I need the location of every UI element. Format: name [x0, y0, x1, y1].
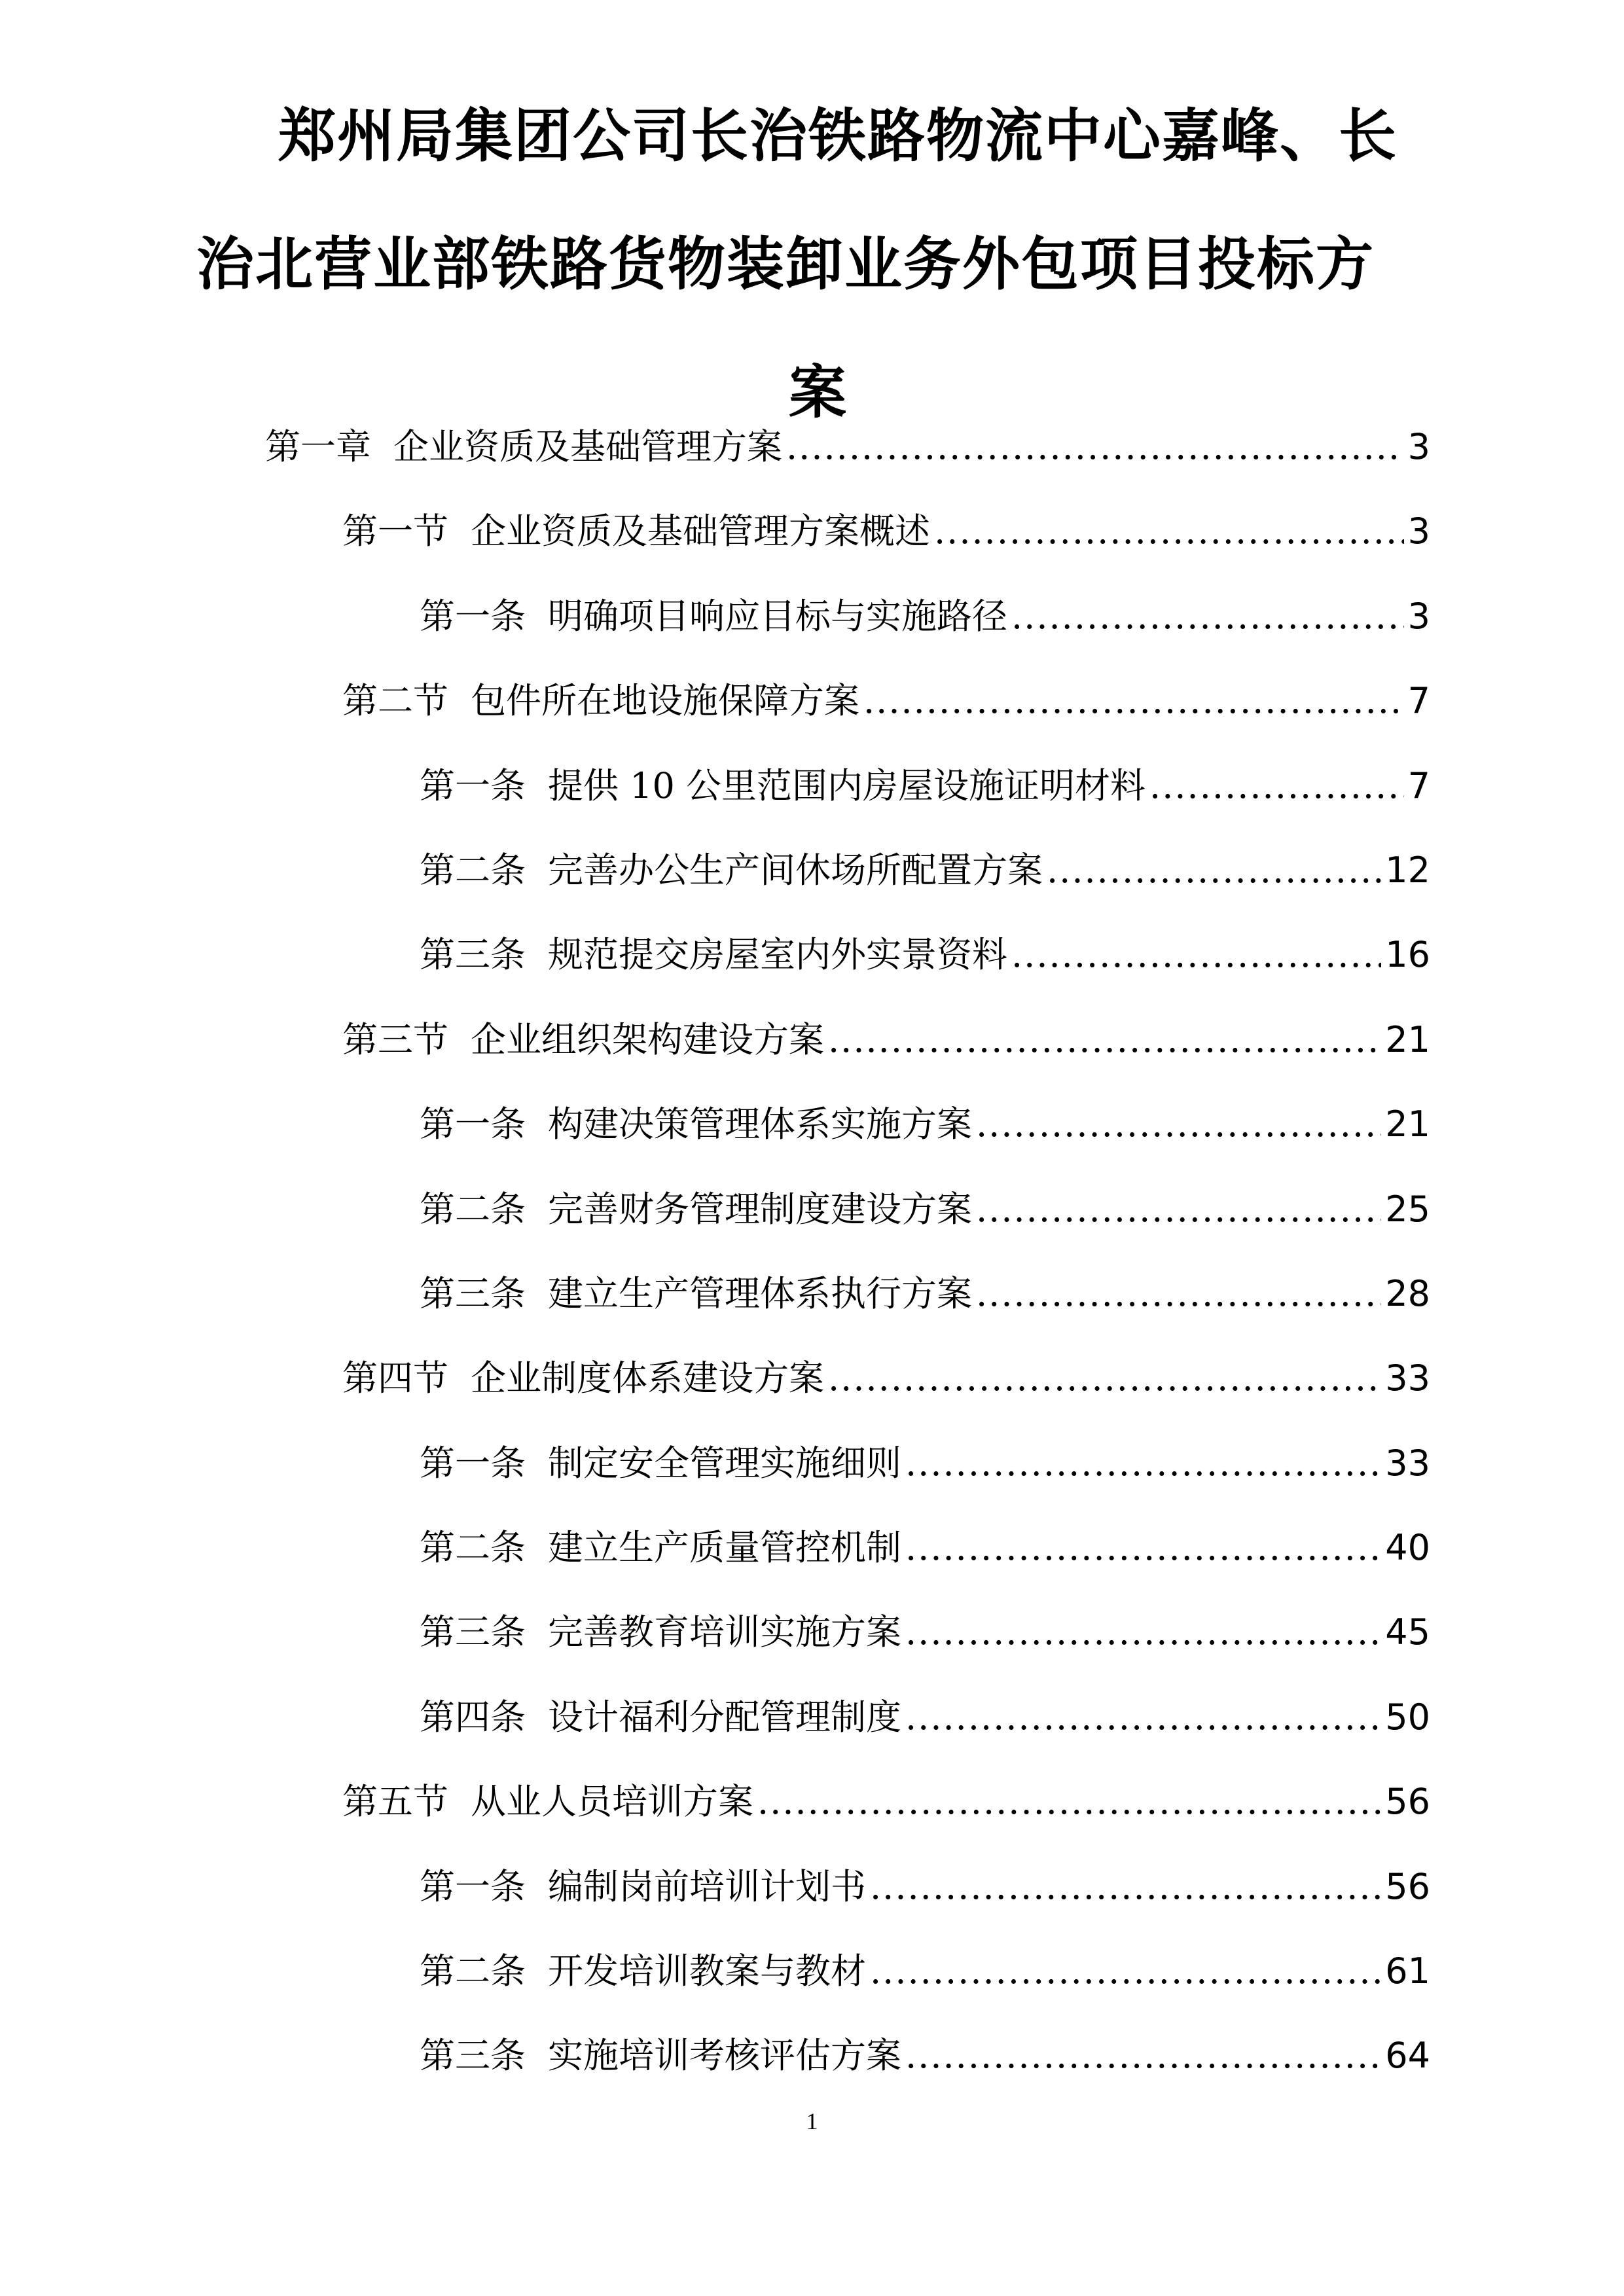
toc-entry-label: 第一条 — [420, 595, 526, 637]
title-line-3: 案 — [788, 359, 848, 426]
title-line-1: 郑州局集团公司长治铁路物流中心嘉峰、长 — [278, 102, 1398, 170]
toc-entry-text: 完善教育培训实施方案 — [548, 1611, 901, 1653]
toc-entry-text: 编制岗前培训计划书 — [548, 1865, 866, 1907]
toc-entry[interactable] — [265, 758, 1430, 842]
toc-leader-dots — [976, 1103, 1381, 1145]
toc-leader-dots — [976, 1273, 1381, 1314]
toc-entry-label: 第一章 — [265, 426, 371, 467]
toc-leader-dots — [976, 1189, 1381, 1230]
toc-leader-dots — [1149, 765, 1404, 806]
toc-entry-page: 21 — [1385, 1103, 1430, 1145]
toc-entry-page: 7 — [1407, 764, 1430, 806]
toc-entry-text: 包件所在地设施保障方案 — [471, 680, 859, 722]
toc-entry-label: 第一节 — [342, 511, 448, 552]
toc-leader-dots — [1047, 850, 1381, 891]
toc-leader-dots — [870, 1866, 1381, 1907]
toc-leader-dots — [905, 1527, 1381, 1568]
toc-entry-page: 33 — [1385, 1442, 1430, 1484]
toc-entry-page: 28 — [1385, 1272, 1430, 1314]
toc-entry-page: 21 — [1385, 1018, 1430, 1060]
toc-entry-label: 第三条 — [420, 1611, 526, 1653]
toc-leader-dots — [905, 1443, 1381, 1484]
toc-entry[interactable] — [265, 1012, 1430, 1096]
toc-entry-page: 61 — [1385, 1950, 1430, 1992]
toc-entry[interactable] — [265, 1774, 1430, 1858]
toc-entry-label: 第一条 — [420, 1442, 526, 1484]
table-of-contents — [265, 419, 1430, 2113]
toc-entry[interactable] — [265, 927, 1430, 1011]
toc-entry-label: 第三节 — [342, 1018, 448, 1060]
toc-leader-dots — [786, 426, 1404, 467]
toc-entry-label: 第二条 — [420, 1527, 526, 1569]
toc-entry-text: 实施培训考核评估方案 — [548, 2035, 901, 2077]
toc-entry-label: 第二条 — [420, 1188, 526, 1230]
toc-leader-dots — [905, 1696, 1381, 1738]
toc-entry[interactable] — [265, 673, 1430, 757]
toc-entry-text: 提供 10 公里范围内房屋设施证明材料 — [548, 764, 1146, 806]
toc-entry[interactable] — [265, 1266, 1430, 1350]
toc-entry-text: 完善财务管理制度建设方案 — [548, 1188, 972, 1230]
toc-entry[interactable] — [265, 503, 1430, 588]
toc-entry-label: 第四条 — [420, 1696, 526, 1738]
toc-entry-label: 第三条 — [420, 1272, 526, 1314]
toc-entry-label: 第二条 — [420, 1950, 526, 1992]
toc-leader-dots — [863, 680, 1404, 721]
toc-entry-page: 16 — [1385, 934, 1430, 976]
toc-entry[interactable] — [265, 1689, 1430, 1774]
toc-leader-dots — [1011, 934, 1381, 975]
toc-entry-text: 开发培训教案与教材 — [548, 1950, 866, 1992]
toc-entry[interactable] — [265, 842, 1430, 927]
toc-leader-dots — [828, 1357, 1381, 1399]
toc-entry-page: 12 — [1385, 849, 1430, 891]
toc-entry-text: 明确项目响应目标与实施路径 — [548, 595, 1007, 637]
toc-entry-page: 45 — [1385, 1611, 1430, 1653]
toc-entry[interactable] — [265, 1520, 1430, 1604]
toc-entry-page: 25 — [1385, 1188, 1430, 1230]
toc-entry[interactable] — [265, 1604, 1430, 1689]
toc-entry[interactable] — [265, 1096, 1430, 1181]
toc-entry-label: 第一条 — [420, 1865, 526, 1907]
toc-leader-dots — [934, 511, 1404, 552]
toc-entry-label: 第一条 — [420, 764, 526, 806]
toc-entry-page: 64 — [1385, 2035, 1430, 2077]
toc-entry-text: 企业资质及基础管理方案概述 — [471, 511, 930, 552]
toc-entry-label: 第三条 — [420, 2035, 526, 2077]
toc-entry-label: 第一条 — [420, 1103, 526, 1145]
toc-entry-text: 企业组织架构建设方案 — [471, 1018, 824, 1060]
toc-entry-text: 企业制度体系建设方案 — [471, 1357, 824, 1399]
toc-entry[interactable] — [265, 1943, 1430, 2028]
toc-entry-label: 第二条 — [420, 849, 526, 891]
toc-entry[interactable] — [265, 419, 1430, 503]
toc-entry-text: 制定安全管理实施细则 — [548, 1442, 901, 1484]
toc-entry[interactable] — [265, 1859, 1430, 1943]
toc-entry-label: 第三条 — [420, 934, 526, 976]
toc-entry-page: 56 — [1385, 1781, 1430, 1823]
toc-entry-page: 7 — [1407, 680, 1430, 722]
toc-entry[interactable] — [265, 1350, 1430, 1435]
toc-entry-page: 50 — [1385, 1696, 1430, 1738]
toc-entry-page: 3 — [1407, 426, 1430, 467]
toc-leader-dots — [905, 2035, 1381, 2076]
toc-entry[interactable] — [265, 1181, 1430, 1266]
toc-entry-label: 第五节 — [342, 1781, 448, 1823]
toc-entry-page: 3 — [1407, 511, 1430, 552]
toc-entry[interactable] — [265, 2028, 1430, 2112]
toc-entry-page: 3 — [1407, 595, 1430, 637]
toc-entry-text: 设计福利分配管理制度 — [548, 1696, 901, 1738]
toc-entry-text: 从业人员培训方案 — [471, 1781, 753, 1823]
toc-entry-page: 56 — [1385, 1865, 1430, 1907]
toc-leader-dots — [828, 1019, 1381, 1060]
page-number: 1 — [806, 2108, 818, 2134]
toc-entry-text: 规范提交房屋室内外实景资料 — [548, 934, 1007, 976]
toc-entry-page: 40 — [1385, 1527, 1430, 1569]
toc-entry-text: 完善办公生产间休场所配置方案 — [548, 849, 1043, 891]
toc-leader-dots — [757, 1781, 1381, 1822]
toc-entry-page: 33 — [1385, 1357, 1430, 1399]
toc-entry-text: 建立生产质量管控机制 — [548, 1527, 901, 1569]
title-line-2: 治北营业部铁路货物装卸业务外包项目投标方 — [196, 230, 1375, 298]
document-title — [196, 72, 1440, 457]
toc-entry-label: 第四节 — [342, 1357, 448, 1399]
toc-leader-dots — [905, 1611, 1381, 1653]
toc-entry[interactable] — [265, 588, 1430, 673]
toc-leader-dots — [1011, 596, 1404, 637]
toc-entry-label: 第二节 — [342, 680, 448, 722]
toc-leader-dots — [870, 1950, 1381, 1992]
toc-entry-text: 构建决策管理体系实施方案 — [548, 1103, 972, 1145]
toc-entry[interactable] — [265, 1435, 1430, 1520]
toc-entry-text: 建立生产管理体系执行方案 — [548, 1272, 972, 1314]
toc-entry-text: 企业资质及基础管理方案 — [393, 426, 782, 467]
